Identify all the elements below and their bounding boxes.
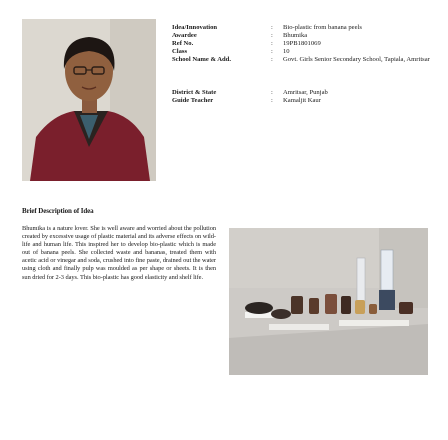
info-label: District & State	[172, 89, 217, 96]
info-value: 10	[283, 48, 290, 55]
info-colon: :	[271, 48, 273, 55]
portrait-illustration	[22, 19, 156, 181]
info-colon: :	[271, 56, 273, 63]
awardee-portrait	[22, 19, 156, 181]
info-colon: :	[271, 32, 273, 39]
description-body: Bhumika is a nature lover. She is well aware and worried about the pollution created by excessive usage of plastic material and its adverse effects on wild-life and human life. This inspired her to develop bio-plastic which is made out of banana peels. She collected waste and bananas, treated them with acetic acid or vinegar and soda, crushed into fine paste, drained out the water using cloth and finally pulp was moulded as per shape or sheets. It is then sun dried for 2-3 days. This bio-plastic has good elasticity and shelf life.	[22, 225, 216, 281]
info-row-awardee	[172, 32, 442, 40]
info-label: Ref No.	[172, 40, 194, 47]
info-value: Kamaljit Kaur	[283, 97, 321, 104]
awardee-info-table	[172, 24, 442, 105]
info-colon: :	[271, 89, 273, 96]
info-value: Govt. Girls Senior Secondary School, Tapiala, Amritsar	[283, 56, 430, 63]
info-label: Class	[172, 48, 188, 55]
info-label: Idea/Innovation	[172, 24, 218, 31]
info-label: School Name & Add.	[172, 56, 231, 63]
info-row-school	[172, 56, 442, 78]
info-row-guide	[172, 97, 442, 105]
info-row-idea	[172, 24, 442, 32]
info-colon: :	[271, 24, 273, 31]
info-label: Awardee	[172, 32, 197, 39]
info-value: Bhumika	[283, 32, 308, 39]
info-row-district	[172, 89, 442, 97]
info-label: Guide Teacher	[172, 97, 214, 104]
samples-photo-illustration	[229, 228, 428, 375]
info-value: Bio-plastic from banana peels	[283, 24, 362, 31]
description-heading: Brief Description of Idea	[22, 207, 94, 215]
info-value: Amritsar, Punjab	[283, 89, 328, 96]
bioplastic-samples-photo	[229, 228, 428, 375]
info-colon: :	[271, 97, 273, 104]
info-colon: :	[271, 40, 273, 47]
info-row-ref	[172, 40, 442, 48]
info-row-class	[172, 48, 442, 56]
info-value: 19PB1801069	[283, 40, 321, 47]
